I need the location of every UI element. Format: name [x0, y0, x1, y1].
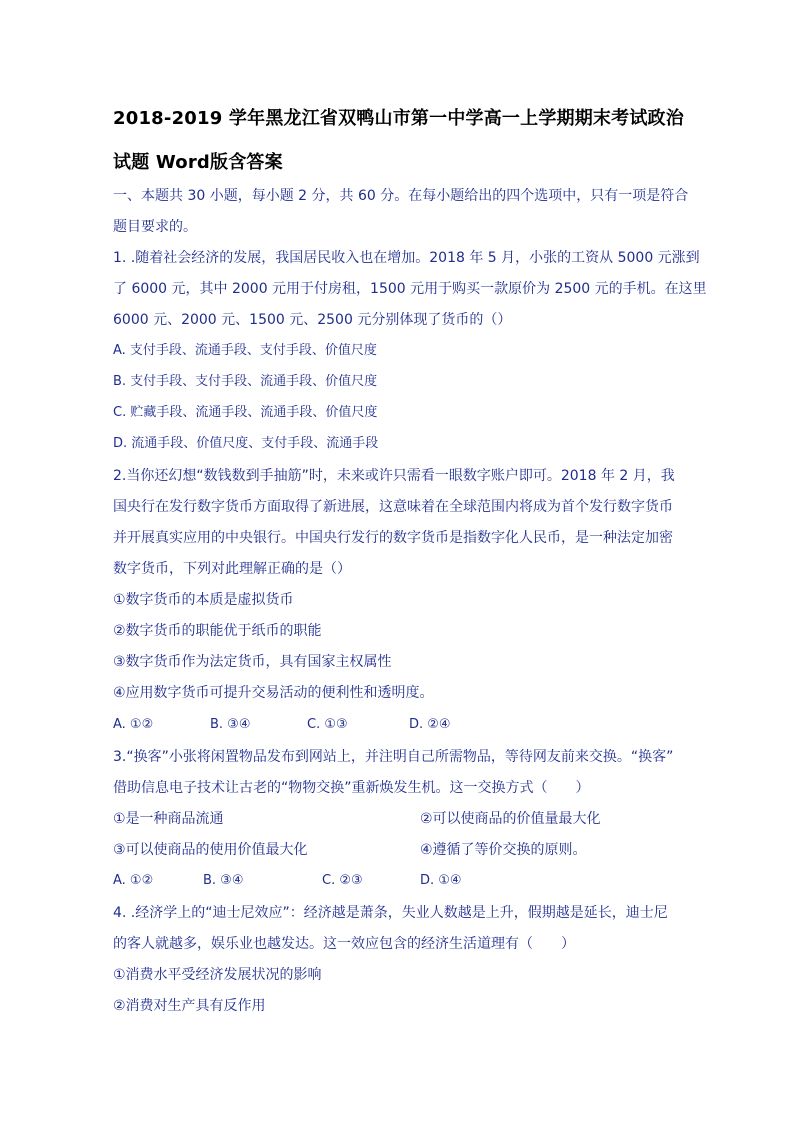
- question-2-line-3: 并开展真实应用的中央银行。中国央行发行的数字货币是指数字化人民币，是一种法定加密: [113, 530, 673, 546]
- question-3-item-2: ②可以使商品的价值量最大化: [420, 811, 601, 827]
- question-1-line-3: 6000 元、2000 元、1500 元、2500 元分别体现了货币的（）: [113, 312, 512, 328]
- question-2-option-c: C. ①③: [307, 717, 348, 732]
- document-title-line-1: 2018-2019 学年黑龙江省双鸭山市第一中学高一上学期期末考试政治: [113, 108, 684, 129]
- question-3-line-1: 3.“换客”小张将闲置物品发布到网站上，并注明自己所需物品，等待网友前来交换。“换客”: [113, 749, 674, 765]
- question-2-line-1: 2.当你还幻想“数钱数到手抽筋”时，未来或许只需看一眼数字账户即可。2018 年 2 月，我: [113, 468, 675, 484]
- question-3-item-4: ④遵循了等价交换的原则。: [420, 842, 587, 858]
- document-title-line-2: 试题 Word版含答案: [113, 152, 283, 173]
- question-2-line-2: 国央行在发行数字货币方面取得了新进展，这意味着在全球范围内将成为首个发行数字货币: [113, 499, 673, 515]
- question-3-option-a: A. ①②: [113, 873, 154, 888]
- question-3-option-b: B. ③④: [203, 873, 244, 888]
- question-2-item-1: ①数字货币的本质是虚拟货币: [113, 592, 294, 608]
- question-2-line-4: 数字货币，下列对此理解正确的是（）: [113, 561, 351, 577]
- question-1-line-1: 1. .随着社会经济的发展，我国居民收入也在增加。2018 年 5 月，小张的工资从 5000 元涨到: [113, 250, 700, 266]
- section-instruction-line-1: 一、本题共 30 小题，每小题 2 分，共 60 分。在每小题给出的四个选项中，只有一项是符合: [113, 188, 689, 204]
- question-1-option-b: B. 支付手段、支付手段、流通手段、价值尺度: [113, 374, 378, 389]
- question-3-items-row-1: [113, 809, 703, 829]
- question-3-option-c: C. ②③: [322, 873, 363, 888]
- question-2-item-2: ②数字货币的职能优于纸币的职能: [113, 623, 322, 639]
- question-3-line-2: 借助信息电子技术让古老的“物物交换”重新焕发生机。这一交换方式（ ）: [113, 780, 590, 796]
- question-2-item-3: ③数字货币作为法定货币，具有国家主权属性: [113, 654, 392, 670]
- question-3-option-d: D. ①④: [420, 873, 462, 888]
- question-4-line-1: 4. .经济学上的“迪士尼效应”：经济越是萧条，失业人数越是上升，假期越是延长，迪士尼: [113, 905, 668, 921]
- section-instruction-line-2: 题目要求的。: [113, 219, 197, 235]
- question-1-line-2: 了 6000 元，其中 2000 元用于付房租，1500 元用于购买一款原价为 2500 元的手机。在这里: [113, 281, 707, 297]
- question-4-item-2: ②消费对生产具有反作用: [113, 998, 266, 1014]
- question-4-item-1: ①消费水平受经济发展状况的影响: [113, 967, 322, 983]
- question-4-line-2: 的客人就越多，娱乐业也越发达。这一效应包含的经济生活道理有（ ）: [113, 936, 575, 952]
- question-3-items-row-2: [113, 840, 703, 860]
- question-2-option-a: A. ①②: [113, 717, 154, 732]
- question-3-item-1: ①是一种商品流通: [113, 811, 224, 827]
- question-1-option-d: D. 流通手段、价值尺度、支付手段、流通手段: [113, 436, 379, 451]
- question-2-option-b: B. ③④: [210, 717, 251, 732]
- question-2-item-4: ④应用数字货币可提升交易活动的便利性和透明度。: [113, 685, 434, 701]
- question-1-option-a: A. 支付手段、流通手段、支付手段、价值尺度: [113, 343, 377, 358]
- question-2-option-d: D. ②④: [409, 717, 451, 732]
- question-3-item-3: ③可以使商品的使用价值最大化: [113, 842, 308, 858]
- question-2-options: [113, 715, 713, 735]
- question-1-option-c: C. 贮藏手段、流通手段、流通手段、价值尺度: [113, 405, 378, 420]
- question-3-options: [113, 871, 713, 891]
